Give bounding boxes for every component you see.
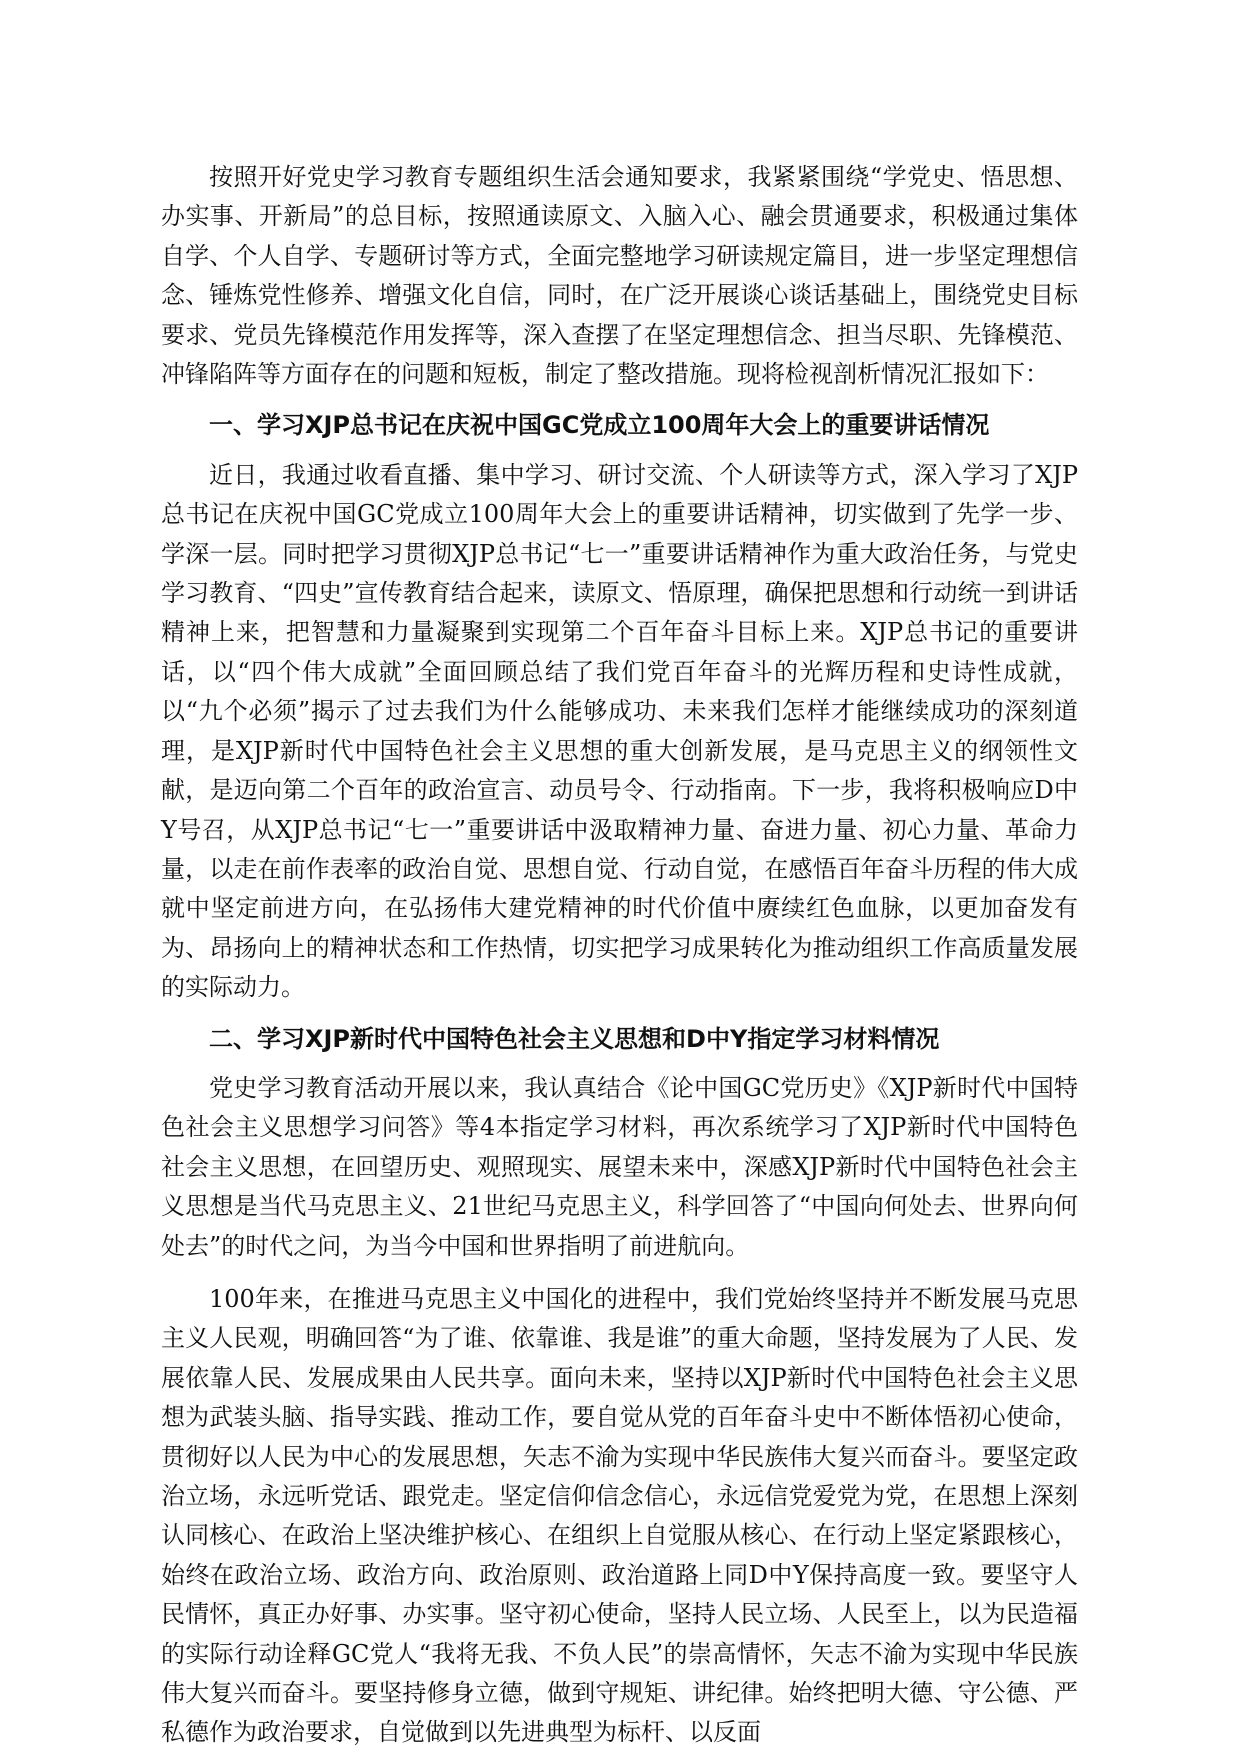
section-2-paragraph-1: 党史学习教育活动开展以来，我认真结合《论中国GC党历史》《XJP新时代中国特色社会主义思想学习问答》等4本指定学习材料，再次系统学习了XJP新时代中国特色社会主义思想，在回望历史、观照现实、展望未来中，深感XJP新时代中国特色社会主义思想是当代马克思主义、21世纪马克思主义，科学回答了“中国向何处去、世界向何处去”的时代之问，为当今中国和世界指明了前进航向。 xyxy=(161,1073,1078,1260)
section-2-paragraph-2: 100年来，在推进马克思主义中国化的进程中，我们党始终坚持并不断发展马克思主义人民观，明确回答“为了谁、依靠谁、我是谁”的重大命题，坚持发展为了人民、发展依靠人民、发展成果由人民共享。面向未来，坚持以XJP新时代中国特色社会主义思想为武装头脑、指导实践、推动工作，要自觉从党的百年奋斗史中不断体悟初心使命，贯彻好以人民为中心的发展思想，矢志不渝为实现中华民族伟大复兴而奋斗。要坚定政治立场，永远听党话、跟党走。坚定信仰信念信心，永远信党爱党为党，在思想上深刻认同核心、在政治上坚决维护核心、在组织上自觉服从核心、在行动上坚定紧跟核心，始终在政治立场、政治方向、政治原则、政治道路上同D中Y保持高度一致。要坚守人民情怀，真正办好事、办实事。坚守初心使命，坚持人民立场、人民至上，以为民造福的实际行动诠释GC党人“我将无我、不负人民”的崇高情怀，矢志不渝为实现中华民族伟大复兴而奋斗。要坚持修身立德，做到守规矩、讲纪律。始终把明大德、守公德、严私德作为政治要求，自觉做到以先进典型为标杆、以反面 xyxy=(161,1284,1078,1747)
intro-paragraph: 按照开好党史学习教育专题组织生活会通知要求，我紧紧围绕“学党史、悟思想、办实事、开新局”的总目标，按照通读原文、入脑入心、融会贯通要求，积极通过集体自学、个人自学、专题研讨等方式，全面完整地学习研读规定篇目，进一步坚定理想信念、锤炼党性修养、增强文化自信，同时，在广泛开展谈心谈话基础上，围绕党史目标要求、党员先锋模范作用发挥等，深入查摆了在坚定理想信念、担当尽职、先锋模范、冲锋陷阵等方面存在的问题和短板，制定了整改措施。现将检视剖析情况汇报如下： xyxy=(161,163,1078,389)
section-heading-1: 一、学习XJP总书记在庆祝中国GC党成立100周年大会上的重要讲话情况 xyxy=(209,411,990,440)
section-1-paragraph: 近日，我通过收看直播、集中学习、研讨交流、个人研读等方式，深入学习了XJP总书记在庆祝中国GC党成立100周年大会上的重要讲话精神，切实做到了先学一步、学深一层。同时把学习贯彻XJP总书记“七一”重要讲话精神作为重大政治任务，与党史学习教育、“四史”宣传教育结合起来，读原文、悟原理，确保把思想和行动统一到讲话精神上来，把智慧和力量凝聚到实现第二个百年奋斗目标上来。XJP总书记的重要讲话，以“四个伟大成就”全面回顾总结了我们党百年奋斗的光辉历程和史诗性成就，以“九个必须”揭示了过去我们为什么能够成功、未来我们怎样才能继续成功的深刻道理，是XJP新时代中国特色社会主义思想的重大创新发展，是马克思主义的纲领性文献，是迈向第二个百年的政治宣言、动员号令、行动指南。下一步，我将积极响应D中Y号召，从XJP总书记“七一”重要讲话中汲取精神力量、奋进力量、初心力量、革命力量，以走在前作表率的政治自觉、思想自觉、行动自觉，在感悟百年奋斗历程的伟大成就中坚定前进方向，在弘扬伟大建党精神的时代价值中赓续红色血脉，以更加奋发有为、昂扬向上的精神状态和工作热情，切实把学习成果转化为推动组织工作高质量发展的实际动力。 xyxy=(161,460,1078,1002)
document-body xyxy=(161,158,1078,1753)
section-heading-2: 二、学习XJP新时代中国特色社会主义思想和D中Y指定学习材料情况 xyxy=(209,1024,940,1053)
